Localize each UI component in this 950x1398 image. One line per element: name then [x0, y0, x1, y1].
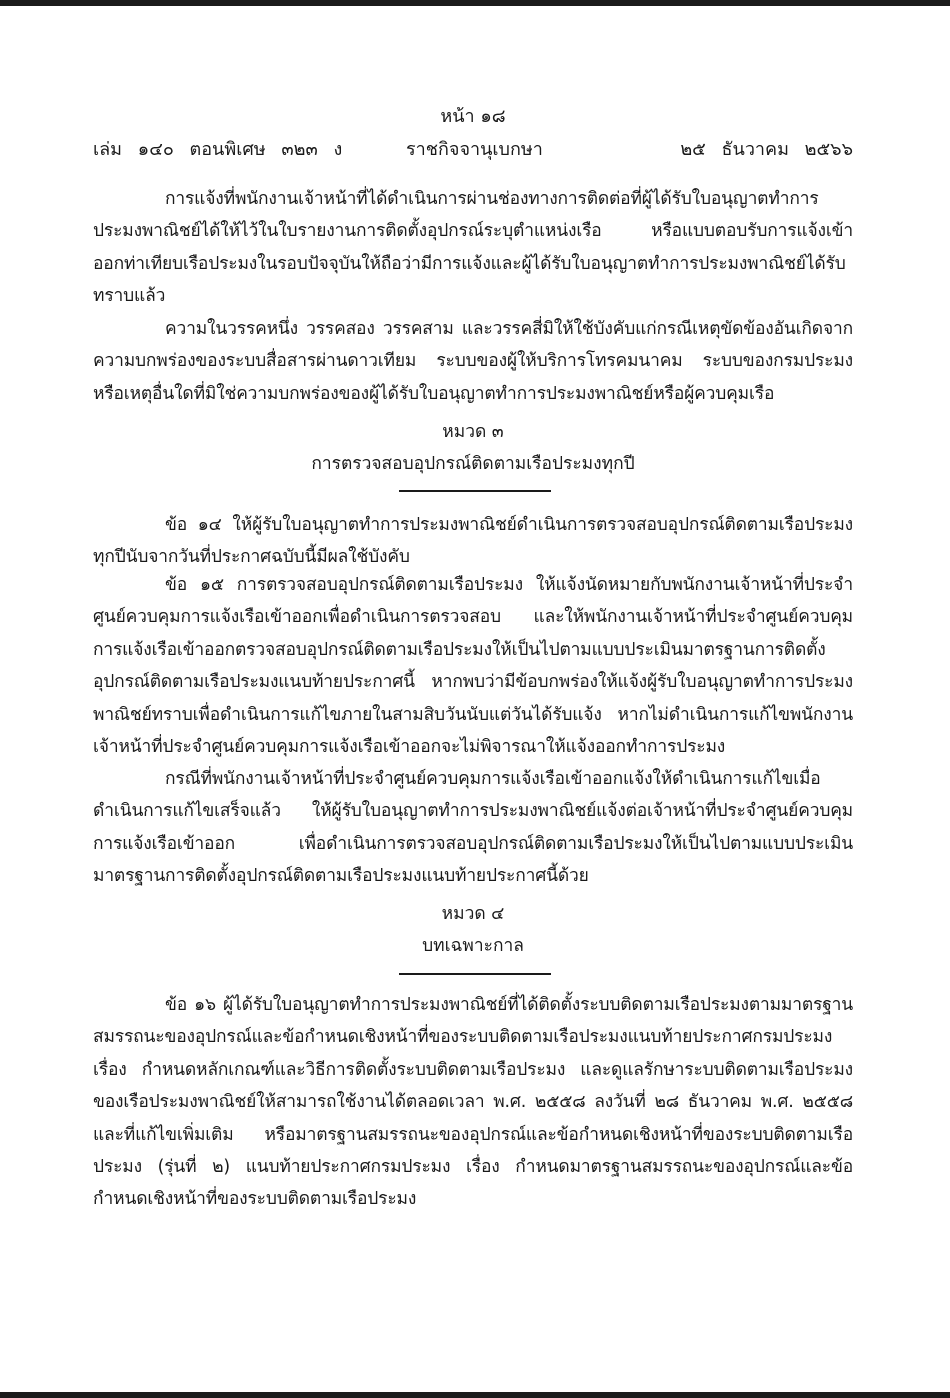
section-4-divider	[399, 973, 551, 975]
bottom-edge-bar	[0, 1392, 950, 1398]
paragraph-exception: ความในวรรคหนึ่ง วรรคสอง วรรคสาม และวรรคสี่มิให้ใช้บังคับแก่กรณีเหตุขัดข้องอันเกิดจากความบกพร่องของระบบสื่อสารผ่านดาวเทียม ระบบของผู้ให้บริการโทรคมนาคม ระบบของกรมประมงหรือเหตุอื่นใดที่มิใช่ความบกพร่องของผู้ได้รับใบอนุญาตทำการประมงพาณิชย์หรือผู้ควบคุมเรือ	[93, 319, 853, 404]
issue-date: ๒๕ ธันวาคม ๒๕๖๖	[680, 139, 853, 160]
clause-15: ข้อ ๑๕ การตรวจสอบอุปกรณ์ติดตามเรือประมง ให้แจ้งนัดหมายกับพนักงานเจ้าหน้าที่ประจำศูนย์ควบคุมการแจ้งเรือเข้าออกเพื่อดำเนินการตรวจสอบ และให้พนักงานเจ้าหน้าที่ประจำศูนย์ควบคุมการแจ้งเรือเข้าออกตรวจสอบอุปกรณ์ติดตามเรือประมงให้เป็นไปตามแบบประเมินมาตรฐานการติดตั้งอุปกรณ์ติดตามเรือประมงแนบท้ายประกาศนี้ หากพบว่ามีข้อบกพร่องให้แจ้งผู้รับใบอนุญาตทำการประมงพาณิชย์ทราบเพื่อดำเนินการแก้ไขภายในสามสิบวันนับแต่วันได้รับแจ้ง หากไม่ดำเนินการแก้ไขพนักงานเจ้าหน้าที่ประจำศูนย์ควบคุมการแจ้งเรือเข้าออกจะไม่พิจารณาให้แจ้งออกทำการประมง	[93, 575, 853, 758]
running-header	[93, 136, 853, 164]
gazette-name: ราชกิจจานุเบกษา	[406, 139, 543, 160]
gazette-page	[93, 0, 853, 1390]
section-3-divider	[399, 490, 551, 492]
section-4-title: บทเฉพาะกาล	[422, 936, 524, 956]
paragraph-notice: การแจ้งที่พนักงานเจ้าหน้าที่ได้ดำเนินการผ่านช่องทางการติดต่อที่ผู้ได้รับใบอนุญาตทำการประมงพาณิชย์ได้ให้ไว้ในใบรายงานการติดตั้งอุปกรณ์ระบุตำแหน่งเรือ หรือแบบตอบรับการแจ้งเข้าออกท่าเทียบเรือประมงในรอบปัจจุบันให้ถือว่ามีการแจ้งและผู้ได้รับใบอนุญาตทำการประมงพาณิชย์ได้รับทราบแล้ว	[93, 189, 853, 307]
volume-info: เล่ม ๑๔๐ ตอนพิเศษ ๓๒๓ ง	[93, 139, 343, 160]
clause-15-paragraph-2: กรณีที่พนักงานเจ้าหน้าที่ประจำศูนย์ควบคุมการแจ้งเรือเข้าออกแจ้งให้ดำเนินการแก้ไขเมื่อดำเนินการแก้ไขเสร็จแล้ว ให้ผู้รับใบอนุญาตทำการประมงพาณิชย์แจ้งต่อเจ้าหน้าที่ประจำศูนย์ควบคุมการแจ้งเรือเข้าออก เพื่อดำเนินการตรวจสอบอุปกรณ์ติดตามเรือประมงให้เป็นไปตามแบบประเมินมาตรฐานการติดตั้งอุปกรณ์ติดตามเรือประมงแนบท้ายประกาศนี้ด้วย	[93, 769, 853, 887]
clause-14: ข้อ ๑๔ ให้ผู้รับใบอนุญาตทำการประมงพาณิชย์ดำเนินการตรวจสอบอุปกรณ์ติดตามเรือประมงทุกปีนับจากวันที่ประกาศฉบับนี้มีผลใช้บังคับ	[93, 515, 853, 568]
page-number: หน้า ๑๘	[440, 106, 506, 127]
section-4-number: หมวด ๔	[441, 904, 505, 924]
clause-16: ข้อ ๑๖ ผู้ได้รับใบอนุญาตทำการประมงพาณิชย์ที่ได้ติดตั้งระบบติดตามเรือประมงตามมาตรฐานสมรรถนะของอุปกรณ์และข้อกำหนดเชิงหน้าที่ของระบบติดตามเรือประมงแนบท้ายประกาศกรมประมง เรื่อง กำหนดหลักเกณฑ์และวิธีการติดตั้งระบบติดตามเรือประมง และดูแลรักษาระบบติดตามเรือประมงของเรือประมงพาณิชย์ให้สามารถใช้งานได้ตลอดเวลา พ.ศ. ๒๕๕๘ ลงวันที่ ๒๘ ธันวาคม พ.ศ. ๒๕๕๘ และที่แก้ไขเพิ่มเติม หรือมาตรฐานสมรรถนะของอุปกรณ์และข้อกำหนดเชิงหน้าที่ของระบบติดตามเรือประมง (รุ่นที่ ๒) แนบท้ายประกาศกรมประมง เรื่อง กำหนดมาตรฐานสมรรถนะของอุปกรณ์และข้อกำหนดเชิงหน้าที่ของระบบติดตามเรือประมง	[93, 995, 853, 1210]
section-3-title: การตรวจสอบอุปกรณ์ติดตามเรือประมงทุกปี	[311, 454, 635, 474]
section-3-number: หมวด ๓	[442, 422, 504, 442]
